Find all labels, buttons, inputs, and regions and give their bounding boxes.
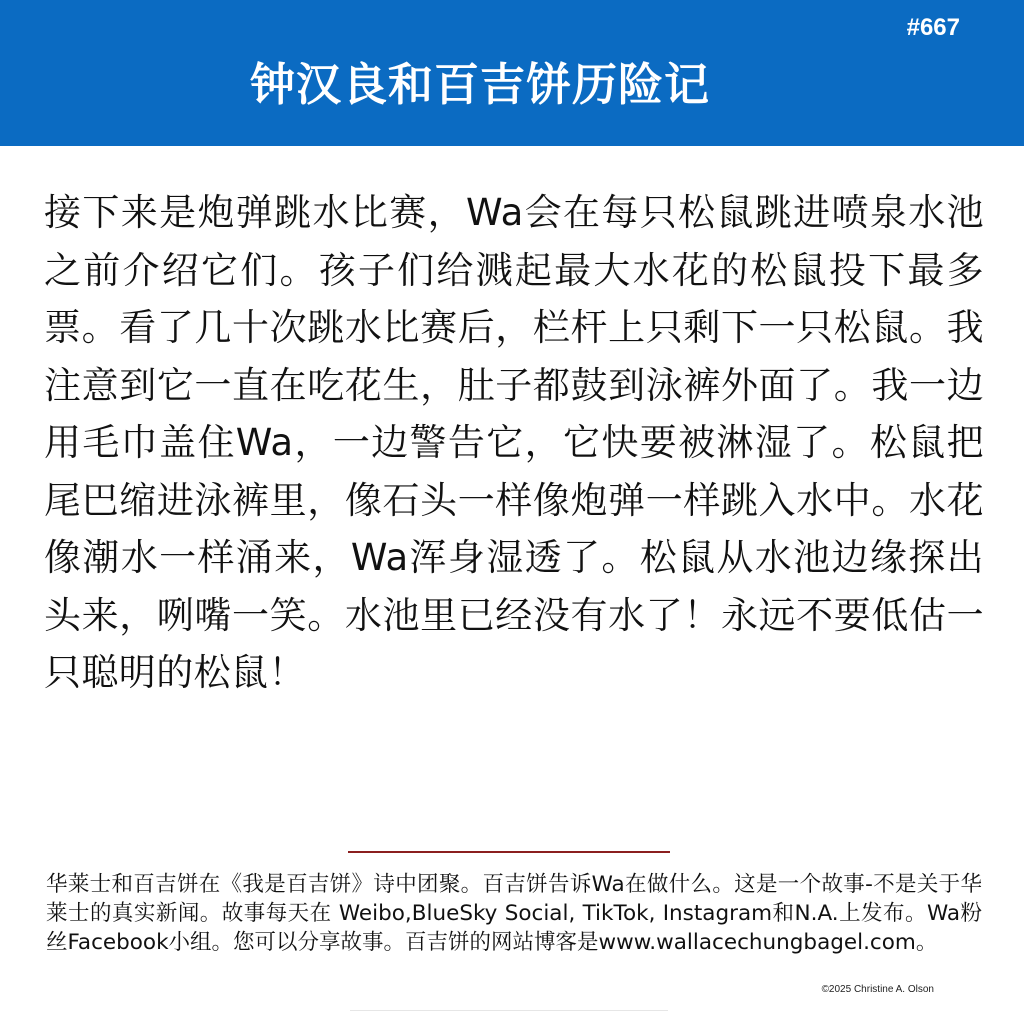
episode-number: #667 <box>906 14 960 41</box>
copyright-notice: ©2025 Christine A. Olson <box>821 984 934 995</box>
bottom-rule <box>350 1010 668 1011</box>
header-banner <box>0 0 1024 146</box>
footer-note: 华莱士和百吉饼在《我是百吉饼》诗中团聚。百吉饼告诉Wa在做什么。这是一个故事-不是关于华莱士的真实新闻。故事每天在 Weibo,BlueSky Social, TikTok, Instagram和N.A.上发布。Wa粉丝Facebook小组。您可以分享故事。百吉饼的网站博客是www.wallacechungbagel.com。 <box>46 872 982 955</box>
divider-line <box>348 851 670 853</box>
page-title: 钟汉良和百吉饼历险记 <box>249 58 710 111</box>
story-text: 接下来是炮弹跳水比赛，Wa会在每只松鼠跳进喷泉水池之前介绍它们。孩子们给溅起最大水花的松鼠投下最多票。看了几十次跳水比赛后，栏杆上只剩下一只松鼠。我注意到它一直在吃花生，肚子都鼓到泳裤外面了。我一边用毛巾盖住Wa，一边警告它，它快要被淋湿了。松鼠把尾巴缩进泳裤里，像石头一样像炮弹一样跳入水中。水花像潮水一样涌来，Wa浑身湿透了。松鼠从水池边缘探出头来，咧嘴一笑。水池里已经没有水了！永远不要低估一只聪明的松鼠！ <box>44 191 984 694</box>
